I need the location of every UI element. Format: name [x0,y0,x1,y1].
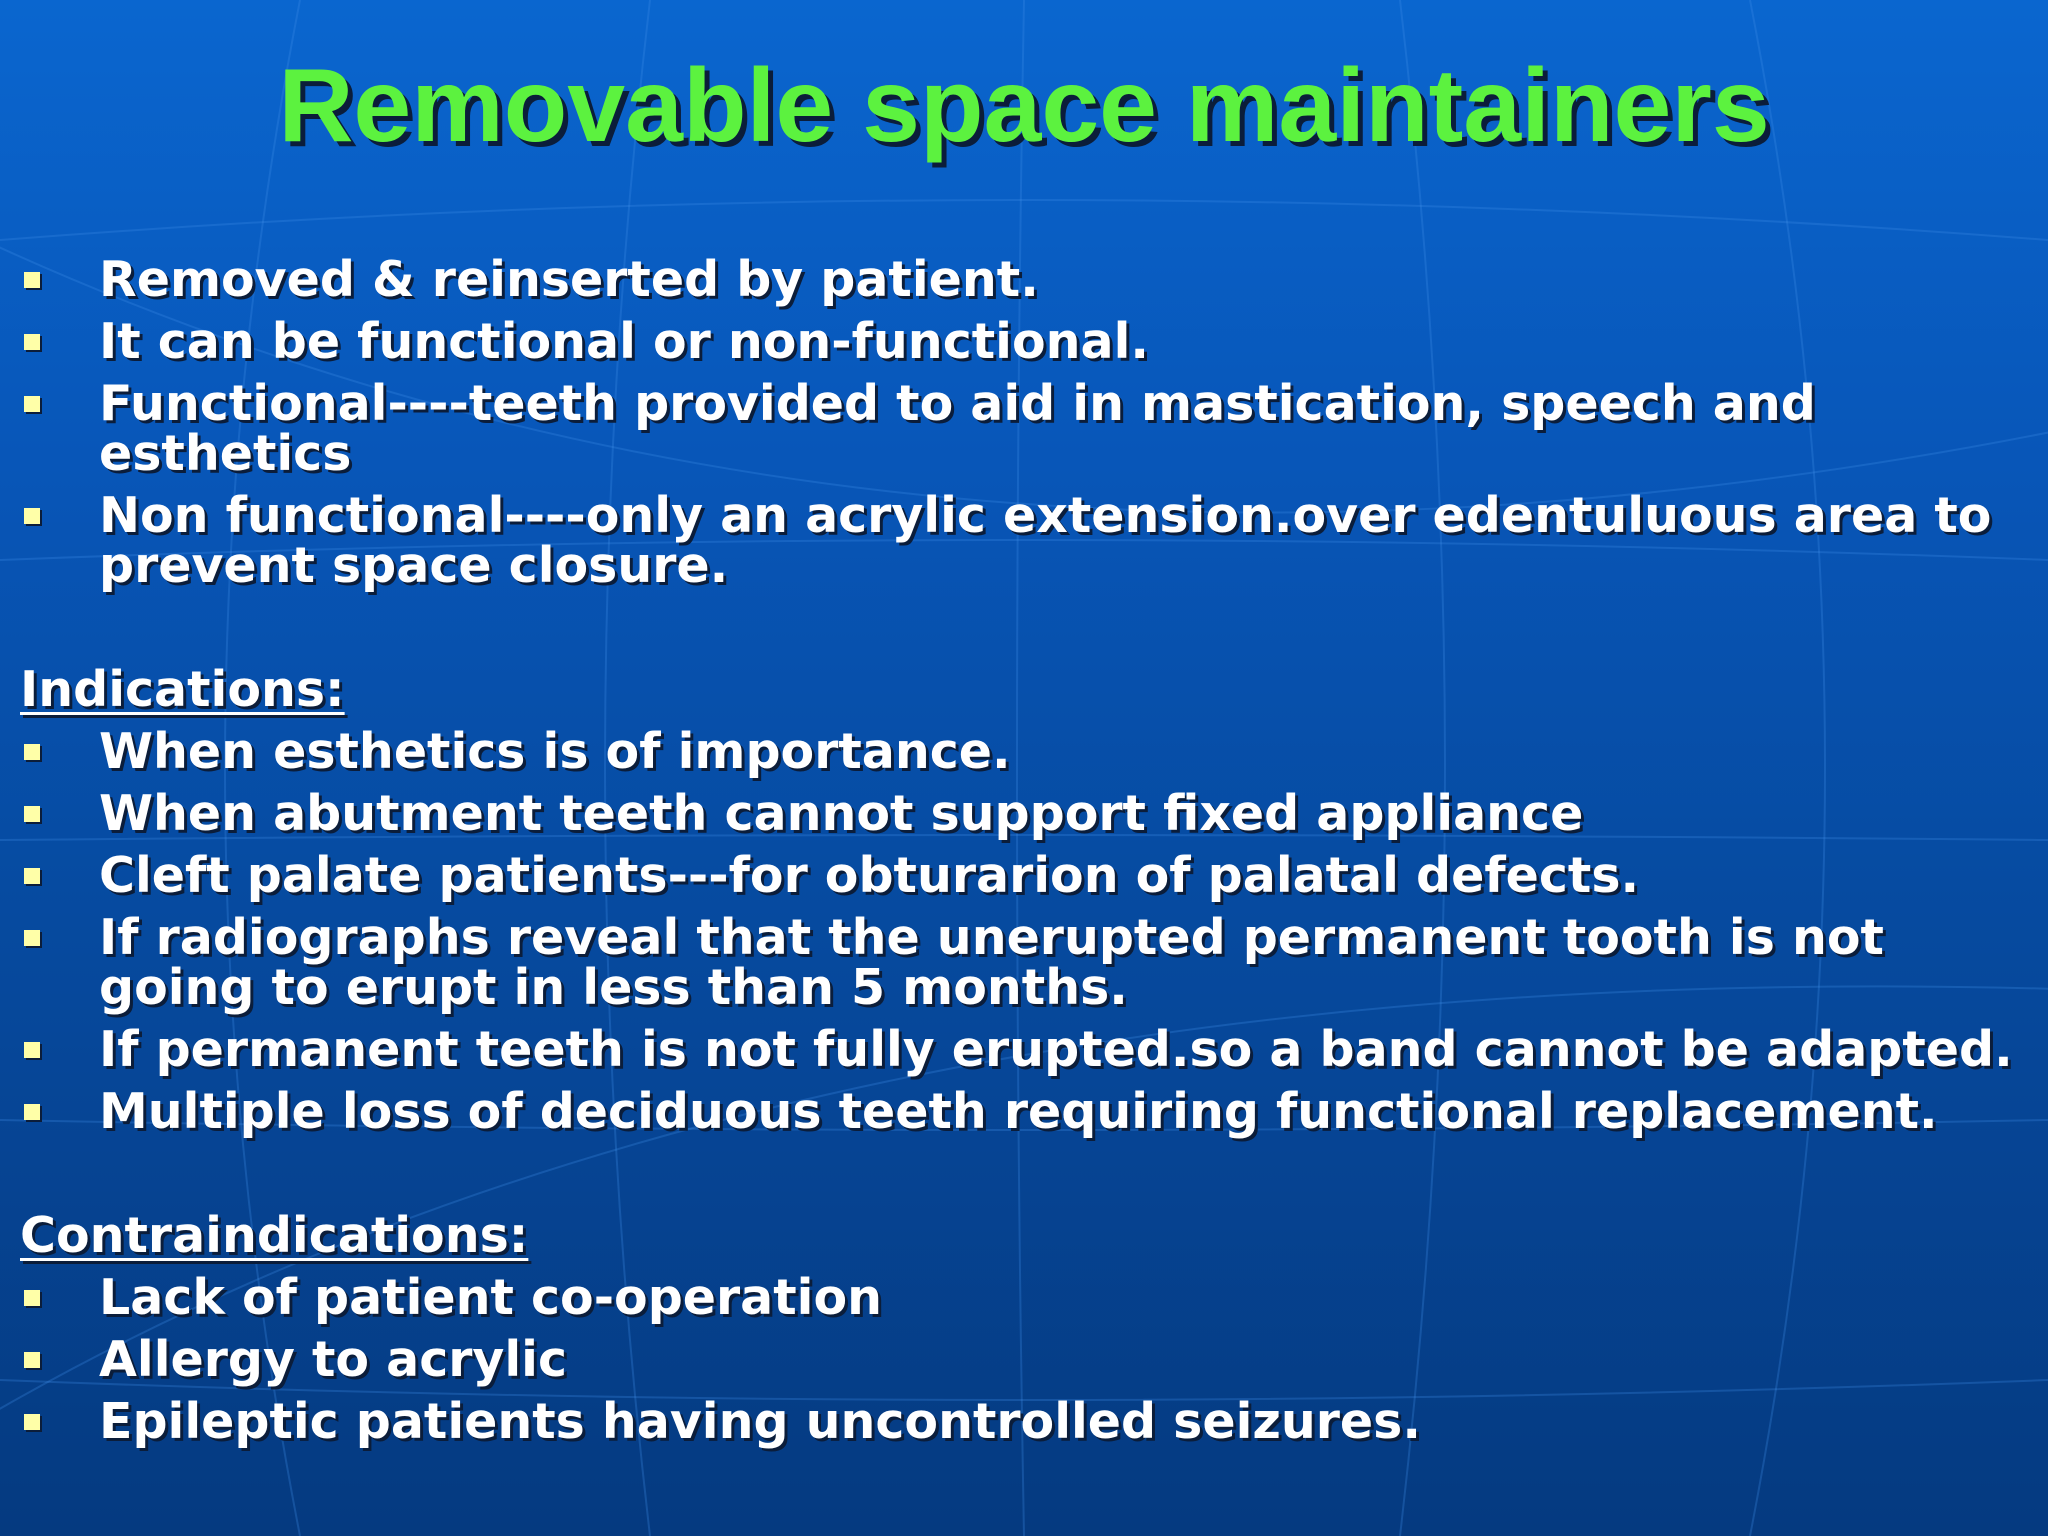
list-item [20,1269,2035,1326]
list-item-text: It can be functional or non-functional. [99,313,1149,370]
square-bullet-icon [24,396,40,412]
square-bullet-icon [24,744,40,760]
contraindications-heading: Contraindications: [20,1207,529,1264]
list-item [20,847,2035,904]
list-item [20,723,2035,780]
square-bullet-icon [24,1352,40,1368]
list-item [20,1331,2035,1388]
list-item-text: Cleft palate patients---for obturarion of palatal defects. [99,847,1640,904]
square-bullet-icon [24,334,40,350]
list-item [20,1083,2035,1140]
list-item [20,375,2035,482]
square-bullet-icon [24,868,40,884]
list-item [20,1021,2035,1078]
list-item-text: If permanent teeth is not fully erupted.so a band cannot be adapted. [99,1021,2013,1078]
list-item [20,1393,2035,1450]
list-item-text: Non functional----only an acrylic extension.over edentuluous area to prevent space closure. [99,487,1992,594]
square-bullet-icon [24,1104,40,1120]
square-bullet-icon [24,930,40,946]
square-bullet-icon [24,806,40,822]
square-bullet-icon [24,508,40,524]
slide-title: Removable space maintainers [278,48,1770,164]
list-item [20,909,2035,1016]
list-item [20,487,2035,594]
list-item-text: Functional----teeth provided to aid in mastication, speech and esthetics [99,375,1816,482]
square-bullet-icon [24,272,40,288]
list-item-text: Epileptic patients having uncontrolled seizures. [99,1393,1421,1450]
indications-heading: Indications: [20,661,345,718]
list-item-text: Lack of patient co-operation [99,1269,882,1326]
contraindications-list [20,1269,2035,1450]
square-bullet-icon [24,1042,40,1058]
list-item-text: When abutment teeth cannot support fixed appliance [99,785,1584,842]
list-item-text: Removed & reinserted by patient. [99,251,1039,308]
list-item-text: Multiple loss of deciduous teeth requiring functional replacement. [99,1083,1938,1140]
list-item-text: When esthetics is of importance. [99,723,1011,780]
square-bullet-icon [24,1414,40,1430]
intro-list [20,251,2035,594]
spacer [20,1149,2035,1211]
indications-list [20,723,2035,1140]
list-item [20,785,2035,842]
list-item [20,313,2035,370]
slide-body [20,251,2035,1459]
list-item-text: If radiographs reveal that the unerupted permanent tooth is not going to erupt in less than 5 months. [99,909,1884,1016]
list-item-text: Allergy to acrylic [99,1331,567,1388]
list-item [20,251,2035,308]
square-bullet-icon [24,1290,40,1306]
spacer [20,603,2035,665]
